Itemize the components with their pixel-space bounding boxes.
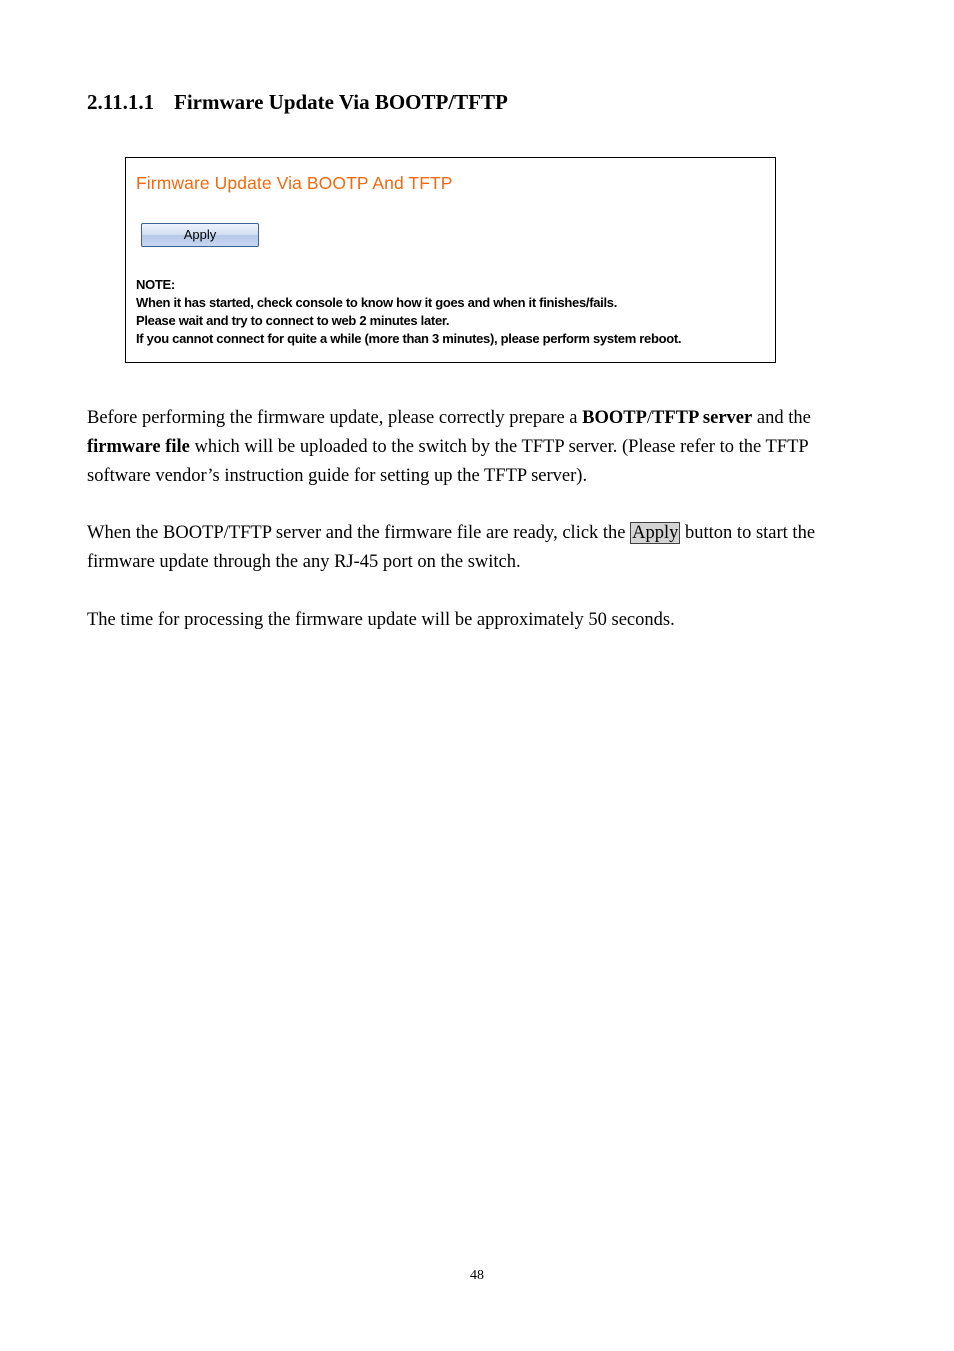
section-number: 2.11.1.1 bbox=[87, 90, 155, 114]
section-heading bbox=[87, 89, 508, 115]
bold-term: BOOTP bbox=[582, 408, 647, 428]
panel-title: Firmware Update Via BOOTP And TFTP bbox=[136, 173, 453, 193]
text-run: Before performing the firmware update, please correctly prepare a bbox=[87, 408, 583, 428]
bold-term: firmware file bbox=[87, 437, 190, 457]
text-run: / bbox=[646, 408, 653, 428]
text-run: When the BOOTP/TFTP server and the firmware file are ready, click the bbox=[87, 523, 631, 543]
text-run: button to start the firmware update through the any RJ-45 port on the switch. bbox=[87, 523, 816, 572]
processing-time-paragraph: The time for processing the firmware update will be approximately 50 seconds. bbox=[87, 610, 675, 630]
apply-button[interactable]: Apply bbox=[141, 223, 259, 247]
note-line: Please wait and try to connect to web 2 minutes later. bbox=[136, 313, 450, 328]
page-number: 48 bbox=[470, 1268, 484, 1283]
text-run: and the bbox=[752, 408, 811, 428]
apply-instruction-paragraph bbox=[87, 519, 867, 577]
note-block bbox=[136, 276, 681, 348]
note-line: When it has started, check console to know how it goes and when it finishes/fails. bbox=[136, 295, 618, 310]
section-title: Firmware Update Via BOOTP/TFTP bbox=[174, 90, 508, 114]
note-label: NOTE: bbox=[136, 277, 175, 292]
text-run: which will be uploaded to the switch by the TFTP server. (Please refer to the TFTP software vendor’s instruction guide for setting up the TFTP server). bbox=[87, 437, 808, 486]
note-line: If you cannot connect for quite a while (more than 3 minutes), please perform system reboot. bbox=[136, 331, 682, 346]
apply-button-reference: Apply bbox=[632, 523, 679, 543]
bold-term: TFTP server bbox=[652, 408, 753, 428]
firmware-update-screenshot bbox=[125, 157, 776, 363]
preparation-paragraph bbox=[87, 404, 867, 491]
